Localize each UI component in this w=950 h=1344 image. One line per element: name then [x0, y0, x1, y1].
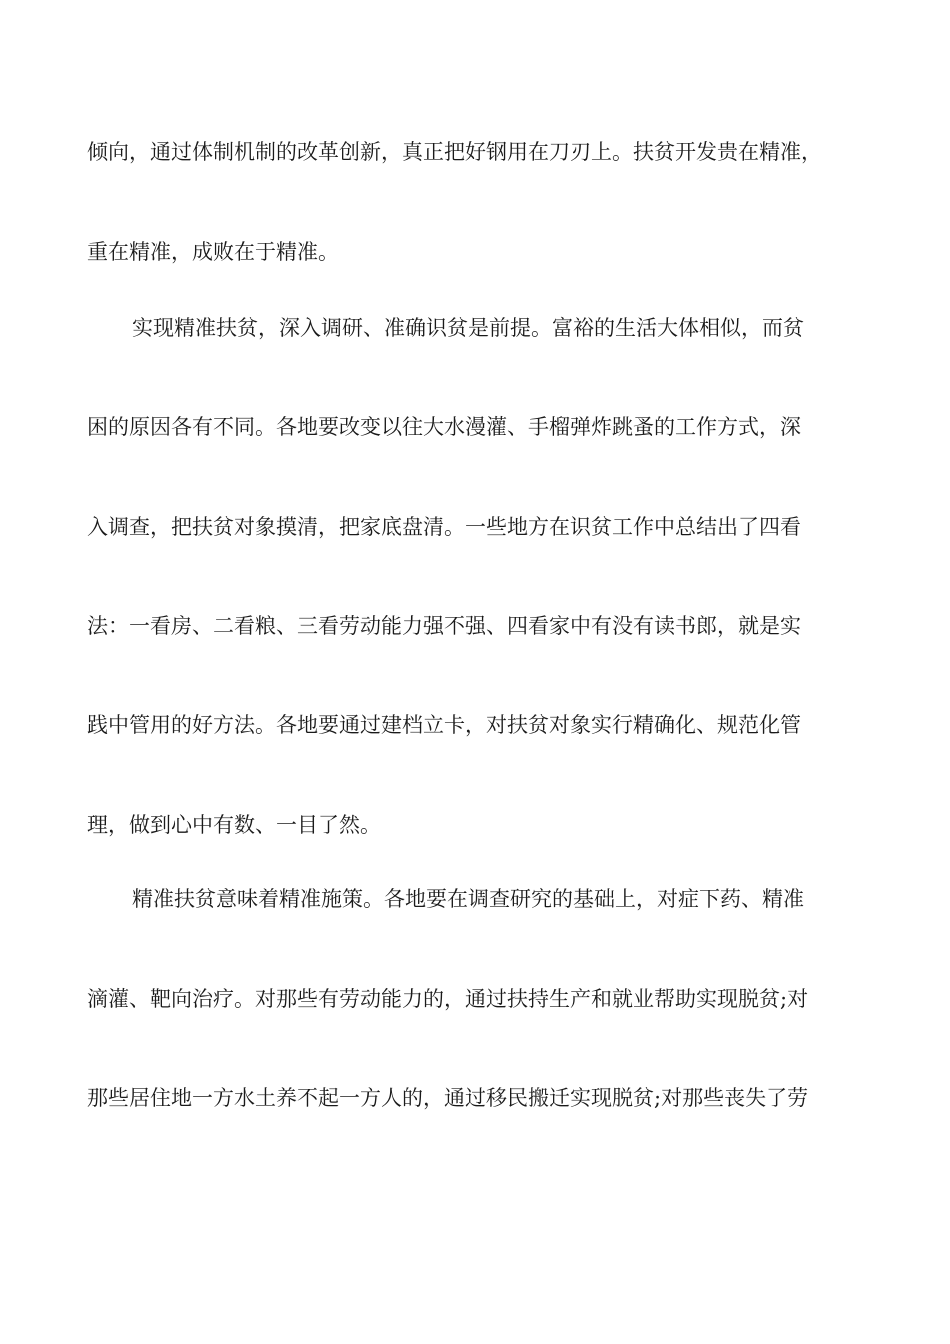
text-line: 滴灌、靶向治疗。对那些有劳动能力的，通过扶持生产和就业帮助实现脱贫;对 — [87, 987, 809, 1011]
paragraph-start-line: 精准扶贫意味着精准施策。各地要在调查研究的基础上，对症下药、精准 — [132, 887, 804, 911]
text-line: 法：一看房、二看粮、三看劳动能力强不强、四看家中有没有读书郎，就是实 — [87, 614, 801, 638]
text-line: 入调查，把扶贫对象摸清，把家底盘清。一些地方在识贫工作中总结出了四看 — [87, 515, 801, 539]
text-line: 困的原因各有不同。各地要改变以往大水漫灌、手榴弹炸跳蚤的工作方式，深 — [87, 415, 801, 439]
text-line: 倾向，通过体制机制的改革创新，真正把好钢用在刀刃上。扶贫开发贵在精准， — [87, 140, 822, 164]
paragraph-start-line: 实现精准扶贫，深入调研、准确识贫是前提。富裕的生活大体相似，而贫 — [132, 316, 804, 340]
text-line: 践中管用的好方法。各地要通过建档立卡，对扶贫对象实行精确化、规范化管 — [87, 713, 801, 737]
text-line: 那些居住地一方水土养不起一方人的，通过移民搬迁实现脱贫;对那些丧失了劳 — [87, 1086, 809, 1110]
text-line: 重在精准，成败在于精准。 — [87, 240, 339, 264]
text-line: 理，做到心中有数、一目了然。 — [87, 813, 381, 837]
